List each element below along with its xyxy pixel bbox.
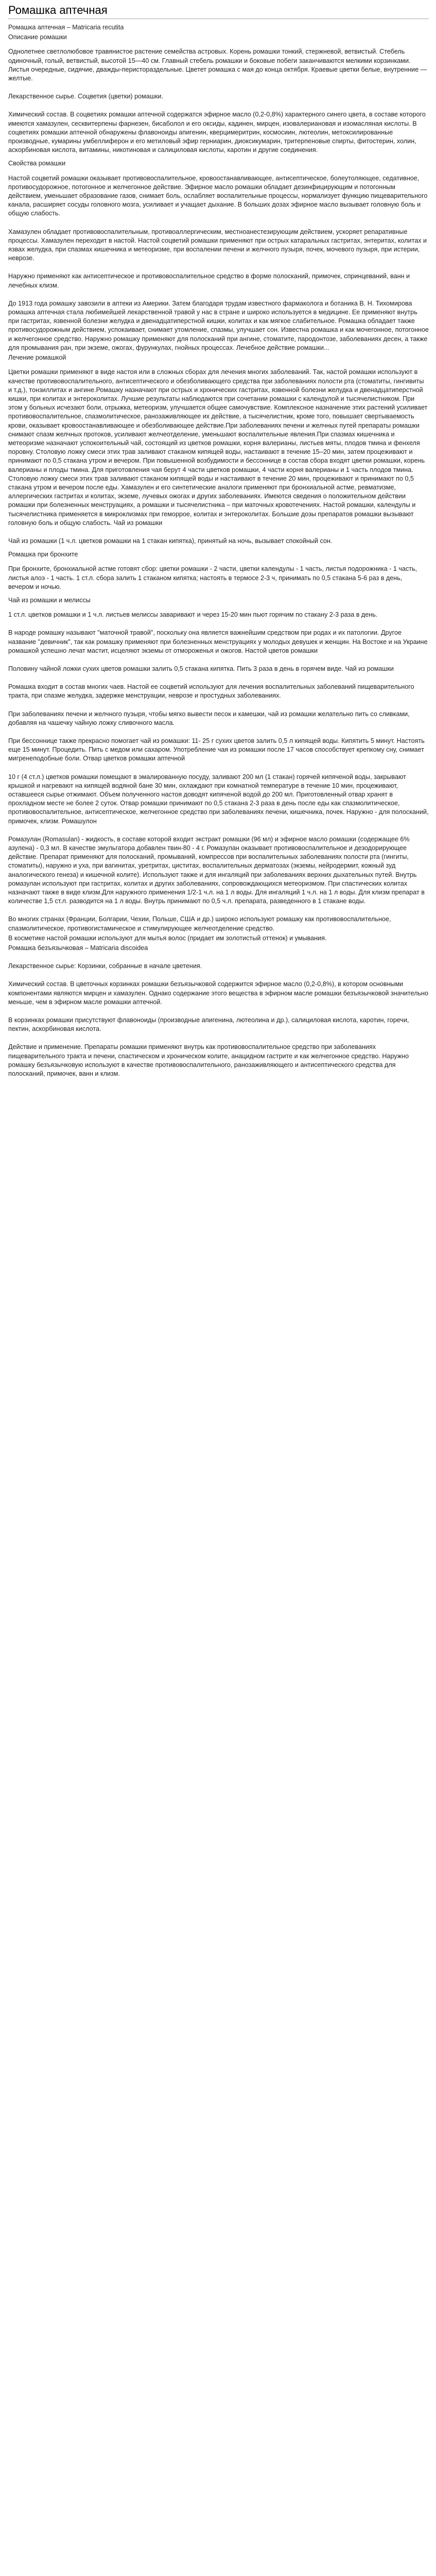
paragraph: Ромазулан (Romasulan) - жидкость, в составе которой входит экстракт ромашки (96 мл) и эфирное масло ромашки (содержащее 6% азулена) - 0,3 мл. В качестве эмульгатора добавлен твин-80 - 4 г. Ромазулан оказывает противовоспалительное и дезодорирующее действие. Препарат применяют для полосканий, промываний, компрессов при воспалительных заболеваниях полости рта (гингиты, стоматиты), наружно и уха, при вагинитах, уретритах, циститах, воспалительных дерматозах (экземы, нейродермит, кожный зуд аналогического генеза) и кишечной колите). Используют также и для ингаляций при заболеваниях верхних дыхательных путей. Внутрь ромазулан используют при гастритах, колитах и других заболеваниях, сопровождающихся метеоризмом. При спастических колитах назначают также в виде клизм.Для наружного применения 1/2-1 ч.л. на 1 л воды. Для ингаляций 1 ч.л. на 1 л воды. Для клизм препарат в количестве 1,5 ст.л. разводится на 1 л воды. Внутрь принимают по 0,5 ч.л. препарата, разведенного в 1 стакане воды. bbox=[8, 835, 425, 905]
paragraph: Цветки ромашки применяют в виде настоя или в сложных сборах для лечения многих заболеваний. Так, настой ромашки используют в качестве противовоспалительного, антисептического и обезболивающего средства при заболеваниях полости рта (стоматиты, гингивиты и т.д.), тонзиллитах и ангине.Ромашку назначают при острых и хронических гастритах, язвенной болезни желудка и двенадцатиперстной кишки, при колитах и энтероколитах. Лучшие результаты наблюдаются при сочетании ромашки с календулой и тысячелистником. При этом у больных исчезают боли, отрыжка, метеоризм, улучшается общее самочувствие. Комплексное назначение этих растений усиливает противовоспалительное, спазмолитическое, ранозаживляющее их действие, а тысячелистник, кроме того, повышает свертываемость крови, оказывает кровоостанавливающее и обезболивающее действие.При заболеваниях печени и желчных путей препараты ромашки снимают спазм желчных протоков, усиливают желчеотделение, уменьшают воспалительные явления.При спазмах кишечника и метеоризме назначают успокоительный чай, состоящий из цветков ромашки, корня валерианы, листьев мяты, плодов тмина и фенхеля поровну. Столовую ложку смеси этих трав заливают стаканом кипящей воды, настаивают в течение 15–20 мин, затем процеживают и принимают по 0,5 стакана утром и вечером. При повышенной возбудимости и бессоннице в состав сбора входят цветки ромашки, корень валерианы и плоды тмина. Для приготовления чая берут 4 части цветков ромашки, 4 части корня валерианы и 1 часть плодов тмина. Столовую ложку смеси этих трав заливают стаканом кипящей воды и настаивают в течение 20 мин, процеживают и принимают по 0,5 стакана утром и вечером после еды. Хамазулен и его синтетические аналоги применяют при бронхиальной астме, ревматизме, аллергических гастритах и колитах, экземе, лучевых ожогах и других заболеваниях. Имеются сведения о положительном действии ромашки при болезненных менструациях, а ромашки и тысячелистника – при маточных кровотечениях. Настой ромашки, календулы и тысячелистника применяется в микроклизмах при геморрое, колитах и энтероколитах. Большие дозы препаратов ромашки вызывают головную боль и общую слабость. Чай из ромашки bbox=[8, 368, 428, 527]
paragraph: Действие и применение. Препараты ромашки применяют внутрь как противовоспалительное средство при заболеваниях пищеварительного тракта и печени, спастическом и хроническом колите, анацидном гастрите и как желчегонное средство. Наружно ромашку безъязычковую используют в качестве противовоспалительного, ранозаживляющего и антисептического средства для полосканий, примочек, ванн и клизм. bbox=[8, 1043, 409, 1078]
paragraph: Ромашка входит в состав многих чаев. Настой ее соцветий используют для лечения воспалительных заболеваний пищеварительного тракта, при спазме желудка, задержке менструации, неврозе и простудных заболеваниях. bbox=[8, 683, 414, 700]
paragraph: При бронхите, бронхиальной астме готовят сбор: цветки ромашки - 2 части, цветки календулы - 1 часть, листья подорожника - 1 часть, листья алоэ - 1 часть. 1 ст.л. сбора залить 1 стаканом кипятка; настоять в термосе 2-3 ч, принимать по 0,5 стакана 5-6 раз в день, вечером и ночью. bbox=[8, 565, 417, 590]
paragraph: Лекарственное сырье: Корзинки, собранные в начале цветения. bbox=[8, 962, 202, 970]
paragraph: Половину чайной ложки сухих цветов ромашки залить 0,5 стакана кипятка. Пить 3 раза в день в горячем виде. Чай из ромашки bbox=[8, 665, 394, 672]
paragraph: Ромашка аптечная – Matricaria recutita bbox=[8, 24, 124, 31]
paragraph: Во многих странах (Франции, Болгарии, Чехии, Польше, США и др.) широко используют ромашку как противовоспалительное, спазмолитическое, противогистамическое и стимулирующее желчеотделение средство. bbox=[8, 916, 391, 932]
paragraph: При бессоннице также прекрасно помогает чай из ромашки: 11- 25 г сухих цветов залить 0,5 л кипящей воды. Кипятить 5 минут. Настоять еще 15 минут. Процедить. Пить с медом или сахаром. Употребление чая из ромашки после 17 часов способствует крепкому сну, снимает мигренеподобные боли. Отвар цветков ромашки аптечной bbox=[8, 737, 425, 762]
page-title: Ромашка аптечная bbox=[8, 3, 429, 19]
section-heading: Свойства ромашки bbox=[8, 160, 66, 167]
paragraph: Химический состав. В цветочных корзинках ромашки безъязычковой содержится эфирное масло (0,2-0,8%), в котором основными компонентами являются мирцен и хамазулен. Однако содержание этого вещества в эфирном масле ромашки безъязычковой значительно меньше, чем в эфирном масле ромашки аптечной. bbox=[8, 980, 428, 1006]
paragraph: В народе ромашку называют "маточной травой", поскольку она является важнейшим средством при родах и их патологии. Другое название "девичник", так как ромашку применяют при болезненных менструациях у молодых девушек и женщин. На Востоке и на Украине ромашкой успешно лечат мастит, исцеляют экземы от отмороженья и ожогов. Настой цветов ромашки bbox=[8, 629, 428, 654]
paragraph: В косметике настой ромашки используют для мытья волос (придает им золотистый оттенок) и умывания. bbox=[8, 934, 327, 942]
paragraph: До 1913 года ромашку завозили в аптеки из Америки. Затем благодаря трудам известного фармаколога и ботаника В. Н. Тихомирова ромашка аптечная стала любимейшей лекарственной травой у нас в стране и широко используется в медицине. Ее применяют внутрь при гастритах, язвенной болезни желудка и двенадцатиперстной кишки, колитах и как мягкое слабительное. Ромашка обладает также противосудорожным действием, успокаивает, снимает утомление, спазмы, улучшает сон. Известна ромашка и как мочегонное, потогонное и желчегонное средство. Наружно ромашку применяют для полосканий при ангине, стоматите, пародонтозе, заболеваниях десен, а также для промывания ран, при экземе, ожогах, фурункулах, гнойных процессах. Лечебное действие ромашки... bbox=[8, 299, 429, 351]
paragraph: Хамазулен обладает противовоспалительным, противоаллергическим, местноанестезирующим действием, ускоряет репаративные процессы. Хамазулен переходит в настой. Настой соцветий ромашки применяют при острых катаральных гастритах, энтеритах, колитах и язвах желудка, при спазмах кишечника и метеоризме, при воспалении печени и желчного пузыря, почек, мочевого пузыря, при истерии, неврозе. bbox=[8, 228, 427, 262]
article-body bbox=[8, 23, 429, 1078]
paragraph: Однолетнее светлолюбовое травянистое растение семейства астровых. Корень ромашки тонкий, стержневой, ветвистый. Стебель одиночный, голый, ветвистый, высотой 15—40 см. Главный стебель ромашки и боковые побеги заканчиваются мелкими корзинками. Листья очередные, сидячие, дважды-перистораздельные. Цветет ромашка с мая до конца октября. Краевые цветки белые, внутренние — желтые. bbox=[8, 48, 427, 82]
article bbox=[0, 0, 436, 1078]
section-heading: Чай из ромашки и мелиссы bbox=[8, 596, 91, 604]
paragraph: Настой соцветий ромашки оказывает противовоспалительное, кровоостанавливающее, антисептическое, болеутоляющее, седативное, противосудорожное, потогонное и желчегонное действие. Эфирное масло ромашки обладает дезинфицирующим и потогонным действием, уменьшает образование газов, снимает боль, ослабляет воспалительные процессы, нормализует функцию пищеварительного канала, расширяет сосуды головного мозга, усиливает и учащает дыхание. В больших дозах эфирное масло вызывает головную боль и общую слабость. bbox=[8, 174, 428, 217]
paragraph: Химический состав. В соцветиях ромашки аптечной содержатся эфирное масло (0,2-0,8%) характерного синего цвета, в составе которого имеются хамазулен, сесквитерпены фарнезен, бисаболол и его оксиды, кадинен, мирцен, изовалериановая и изомасляная кислоты. В соцветиях ромашки аптечной обнаружены флавоноиды апигенин, кверцимеритрин, космосиин, лютеолин, метоксилированные производные, кумарины умбеллиферон и его метиловый эфир герниарин, диоксикумарин, тритерпеновые спирты, фитостерин, холин, аскорбиновая кислота, витамины, никотиновая и салициловая кислоты, каротин и другие соединения. bbox=[8, 111, 426, 154]
paragraph: В корзинках ромашки присутствуют флавоноиды (производные апигенина, лютеолина и др.), салициловая кислота, каротин, горечи, пектин, аскорбиновая кислота. bbox=[8, 1016, 409, 1033]
paragraph: Лекарственное сырье. Соцветия (цветки) ромашки. bbox=[8, 93, 163, 100]
paragraph: 1 ст.л. цветков ромашки и 1 ч.л. листьев мелиссы заваривают и через 15-20 мин пьют горячим по стакану 2-3 раза в день. bbox=[8, 611, 378, 619]
paragraph: Чай из ромашки (1 ч.л. цветков ромашки на 1 стакан кипятка), принятый на ночь, вызывает спокойный сон. bbox=[8, 537, 333, 545]
paragraph: 10 г (4 ст.л.) цветков ромашки помещают в эмалированную посуду, заливают 200 мл (1 стакан) горячей кипяченой воды, закрывают крышкой и нагревают на кипящей водяной бане 30 мин, охлаждают при комнатной температуре в течение 10 мин, процеживают, оставшееся сырье отжимают. Объем полученного настоя доводят кипяченой водой до 200 мл. Приготовленный отвар хранят в прохладном месте не более 2 суток. Отвар ромашки принимают по 0,5 стакана 2-3 раза в день после еды как спазмолитическое, противовоспалительное, антисептическое, желчегонное средство при заболеваниях печени, кишечника, почек. Наружно - для полосканий, примочек, клизм. Ромашулон bbox=[8, 773, 429, 825]
paragraph: При заболеваниях печени и желчного пузыря, чтобы мягко вывести песок и камешки, чай из ромашки желательно пить со сливками, добавляя на чашечку чайную ложку сливочного масла. bbox=[8, 710, 410, 726]
section-heading: Описание ромашки bbox=[8, 33, 67, 41]
section-heading: Лечение ромашкой bbox=[8, 354, 66, 362]
section-heading: Ромашка при бронхите bbox=[8, 551, 78, 558]
paragraph: Наружно применяют как антисептическое и противовоспалительное средство в форме полосканий, примочек, спринцеваний, ванн и лечебных клизм. bbox=[8, 273, 410, 289]
paragraph: Ромашка безъязычковая – Matricaria discoidea bbox=[8, 944, 148, 952]
